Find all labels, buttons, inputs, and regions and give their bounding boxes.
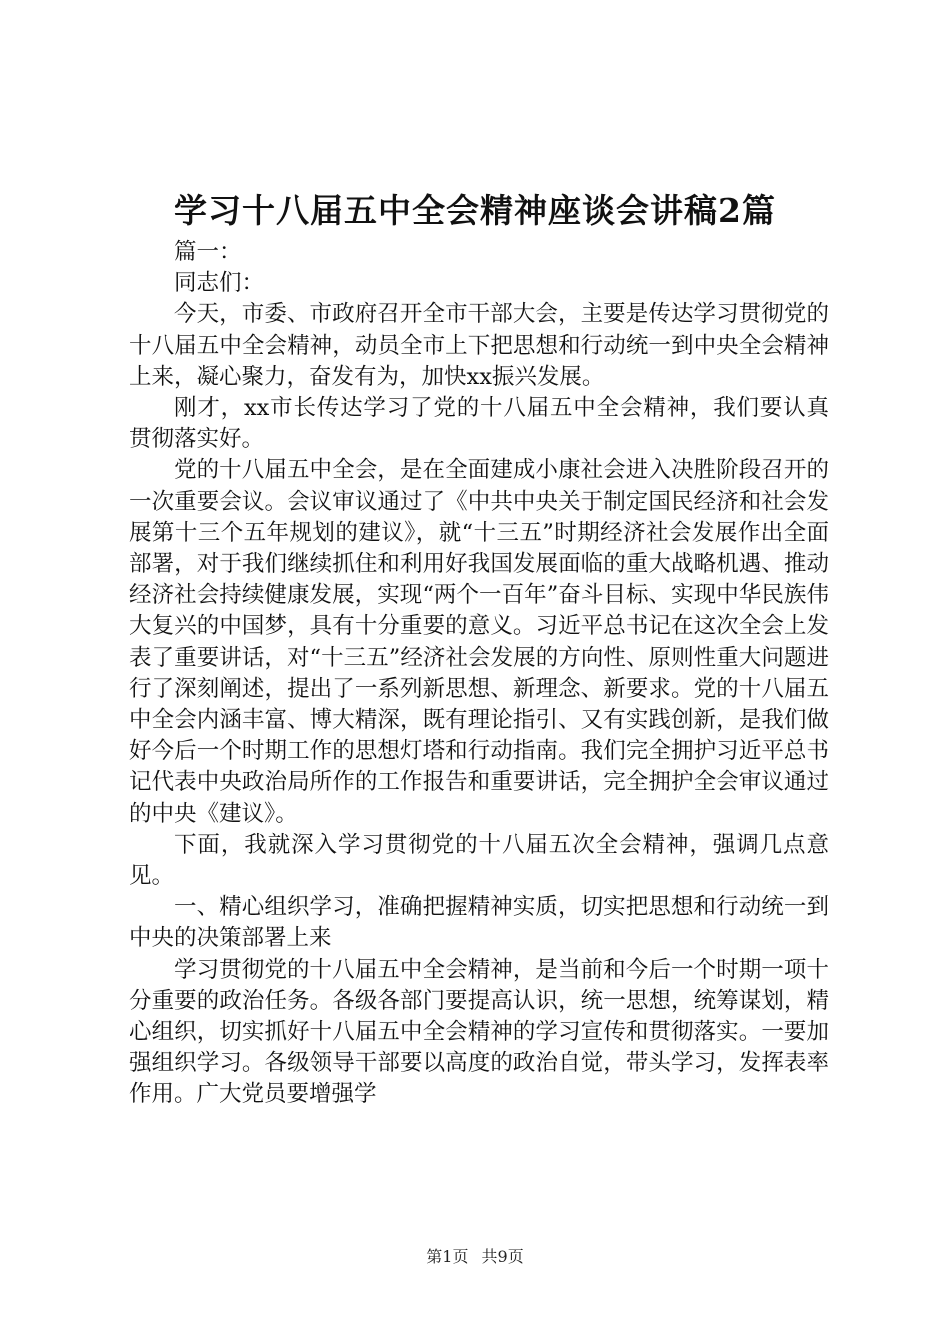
paragraph: 下面，我就深入学习贯彻党的十八届五次全会精神，强调几点意见。	[129, 831, 829, 890]
page-number: 第1页	[426, 1247, 469, 1266]
paragraph: 一、精心组织学习，准确把握精神实质，切实把思想和行动统一到中央的决策部署上来	[129, 894, 829, 952]
document-title: 学习十八届五中全会精神座谈会讲稿2篇	[174, 191, 776, 230]
paragraph: 学习贯彻党的十八届五中全会精神，是当前和今后一个时期一项十分重要的政治任务。各级各部门要提高认识，统一思想，统筹谋划，精心组织，切实抓好十八届五中全会精神的学习宣传和贯彻落实。一要加强组织学习。各级领导干部要以高度的政治自觉，带头学习，发挥表率作用。广大党员要增强学	[129, 956, 829, 1108]
document-body	[129, 237, 829, 1111]
paragraph: 党的十八届五中全会，是在全面建成小康社会进入决胜阶段召开的一次重要会议。会议审议通过了《中共中央关于制定国民经济和社会发展第十三个五年规划的建议》，就“十三五”时期经济社会发展作出全面部署，对于我们继续抓住和利用好我国发展面临的重大战略机遇、推动经济社会持续健康发展，实现“两个一百年”奋斗目标、实现中华民族伟大复兴的中国梦，具有十分重要的意义。习近平总书记在这次全会上发表了重要讲话，对“十三五”经济社会发展的方向性、原则性重大问题进行了深刻阐述，提出了一系列新思想、新理念、新要求。党的十八届五中全会内涵丰富、博大精深，既有理论指引、又有实践创新，是我们做好今后一个时期工作的思想灯塔和行动指南。我们完全拥护习近平总书记代表中央政治局所作的工作报告和重要讲话，完全拥护全会审议通过的中央《建议》。	[129, 457, 829, 827]
paragraph: 同志们：	[174, 270, 265, 297]
page-total: 共9页	[481, 1247, 524, 1266]
page-footer	[0, 1244, 950, 1267]
paragraph: 今天，市委、市政府召开全市干部大会，主要是传达学习贯彻党的十八届五中全会精神，动员全市上下把思想和行动统一到中央全会精神上来，凝心聚力，奋发有为，加快xx振兴发展。	[129, 301, 829, 390]
paragraph: 篇一：	[174, 239, 242, 265]
paragraph: 刚才，xx市长传达学习了党的十八届五中全会精神，我们要认真贯彻落实好。	[129, 395, 829, 453]
